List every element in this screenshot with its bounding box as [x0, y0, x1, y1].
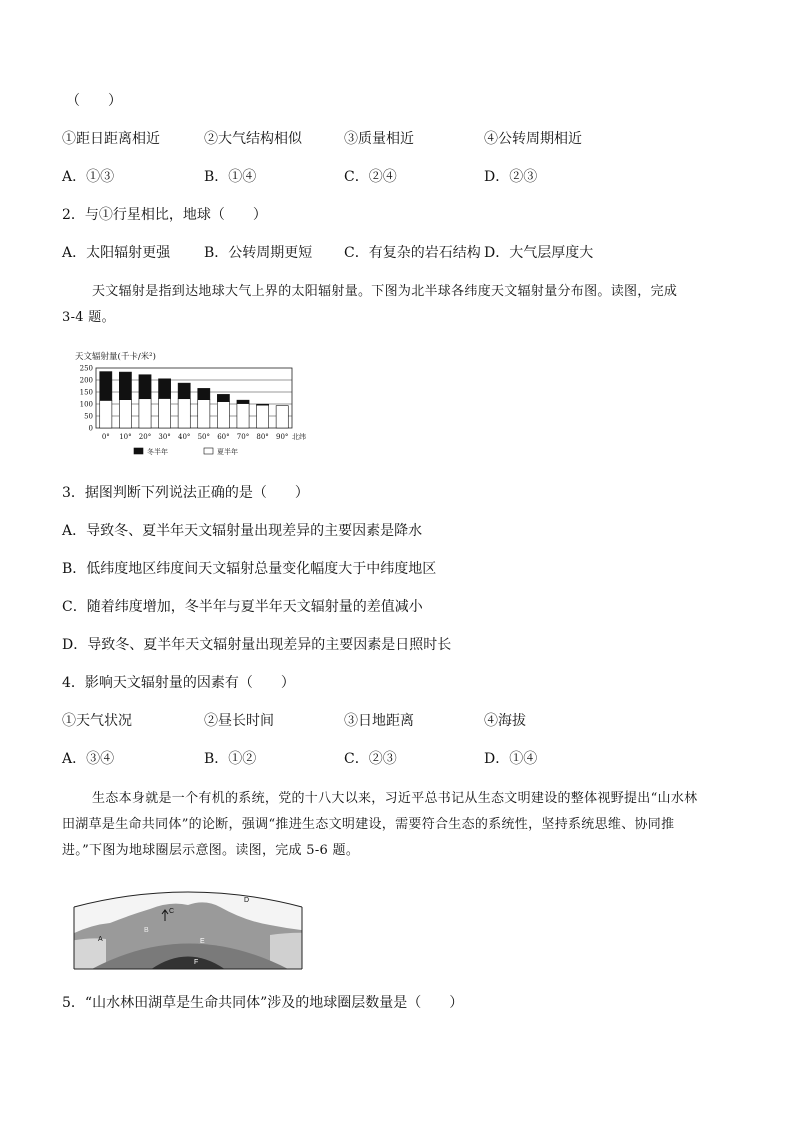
passage-line: 天文辐射是指到达地球大气上界的太阳辐射量。下图为北半球各纬度天文辐射量分布图。读图，完成 — [92, 284, 678, 299]
bar-winter — [198, 388, 210, 399]
legend-label-summer: 夏半年 — [217, 448, 238, 456]
bar-winter — [178, 383, 190, 399]
option-c[interactable]: C．有复杂的岩石结构 — [344, 245, 481, 261]
passage-line: 进。”下图为地球圈层示意图。读图，完成 5-6 题。 — [62, 843, 360, 858]
legend-swatch-summer — [204, 448, 213, 454]
statement-item: ①距日距离相近 — [62, 131, 160, 147]
option-d[interactable]: D．大气层厚度大 — [484, 245, 594, 261]
option-c[interactable]: C．②④ — [344, 169, 397, 185]
bar-summer — [257, 405, 269, 428]
y-tick-label: 250 — [79, 364, 93, 373]
passage-line: 3-4 题。 — [62, 310, 115, 325]
x-tick-label: 30° — [158, 433, 171, 441]
option-c[interactable]: C．②③ — [344, 751, 397, 767]
x-tick-label: 0° — [101, 433, 110, 441]
y-tick-label: 100 — [79, 400, 93, 409]
label-e: E — [200, 938, 205, 945]
option-a[interactable]: A．太阳辐射更强 — [62, 245, 171, 261]
passage-line: 生态本身就是一个有机的系统，党的十八大以来，习近平总书记从生态文明建设的整体视野提出“山水林 — [92, 791, 698, 806]
bar-winter — [139, 375, 151, 399]
x-tick-label: 80° — [256, 433, 269, 441]
passage-line: 田湖草是生命共同体”的论断，强调“推进生态文明建设，需要符合生态的系统性，坚持系统思维、协同推 — [62, 817, 675, 832]
radiation-bar-chart — [70, 348, 330, 463]
bar-summer — [217, 402, 229, 428]
statement-item: ②昼长时间 — [204, 713, 274, 729]
option-b[interactable]: B．低纬度地区纬度间天文辐射总量变化幅度大于中纬度地区 — [62, 561, 437, 577]
chart-title: 天文辐射量(千卡/米²) — [75, 352, 156, 362]
bar-winter — [119, 372, 131, 400]
bar-summer — [100, 400, 112, 428]
x-axis-label: 北纬 — [292, 433, 306, 441]
question-stem-tail: （ ） — [66, 93, 122, 109]
statement-item: ①天气状况 — [62, 713, 132, 729]
x-tick-label: 50° — [197, 433, 211, 441]
question-5-stem: 5．“山水林田湖草是生命共同体”涉及的地球圈层数量是（ ） — [62, 995, 464, 1011]
option-b[interactable]: B．①② — [204, 751, 257, 767]
option-b[interactable]: B．①④ — [204, 169, 257, 185]
bar-summer — [119, 400, 131, 428]
x-tick-label: 10° — [119, 433, 132, 441]
statement-item: ②大气结构相似 — [204, 131, 302, 147]
bar-winter — [159, 379, 171, 399]
label-a: A — [98, 936, 103, 943]
question-4-stem: 4．影响天文辐射量的因素有（ ） — [62, 675, 295, 691]
y-axis-ticks — [80, 365, 93, 433]
bar-summer — [178, 399, 190, 428]
y-tick-label: 0 — [88, 424, 93, 433]
bar-summer — [237, 404, 249, 428]
bar-summer — [198, 400, 210, 428]
y-tick-label: 200 — [79, 376, 93, 385]
legend-swatch-winter — [134, 448, 143, 454]
option-b[interactable]: B．公转周期更短 — [204, 245, 313, 261]
label-b: B — [144, 927, 149, 934]
bar-summer — [276, 406, 288, 428]
x-tick-label: 40° — [177, 433, 191, 441]
bar-winter — [237, 400, 249, 403]
bar-winter — [257, 404, 269, 405]
y-tick-label: 50 — [84, 412, 93, 421]
question-2-stem: 2．与①行星相比，地球（ ） — [62, 207, 267, 223]
option-a[interactable]: A．③④ — [62, 751, 115, 767]
label-c: C — [169, 908, 175, 915]
option-d[interactable]: D．②③ — [484, 169, 538, 185]
x-tick-label: 90° — [275, 433, 289, 441]
statement-item: ③日地距离 — [344, 713, 414, 729]
statement-item: ④公转周期相近 — [484, 131, 582, 147]
label-f: F — [194, 959, 199, 966]
option-c[interactable]: C．随着纬度增加，冬半年与夏半年天文辐射量的差值减小 — [62, 599, 423, 615]
bar-winter — [217, 394, 229, 401]
option-d[interactable]: D．导致冬、夏半年天文辐射量出现差异的主要因素是日照时长 — [62, 637, 452, 653]
label-d: D — [244, 897, 250, 904]
legend-label-winter: 冬半年 — [147, 448, 168, 456]
option-a[interactable]: A．①③ — [62, 169, 115, 185]
x-axis-ticks — [102, 433, 289, 441]
option-d[interactable]: D．①④ — [484, 751, 538, 767]
x-tick-label: 70° — [236, 433, 250, 441]
option-a[interactable]: A．导致冬、夏半年天文辐射量出现差异的主要因素是降水 — [62, 523, 423, 539]
statement-item: ④海拔 — [484, 713, 526, 729]
x-tick-label: 20° — [138, 433, 152, 441]
bar-summer — [139, 399, 151, 428]
bar-summer — [159, 398, 171, 428]
y-tick-label: 150 — [79, 388, 93, 397]
earth-spheres-diagram — [70, 885, 310, 970]
x-tick-label: 60° — [217, 433, 230, 441]
bar-winter — [100, 372, 112, 401]
statement-item: ③质量相近 — [344, 131, 414, 147]
question-3-stem: 3．据图判断下列说法正确的是（ ） — [62, 485, 309, 501]
